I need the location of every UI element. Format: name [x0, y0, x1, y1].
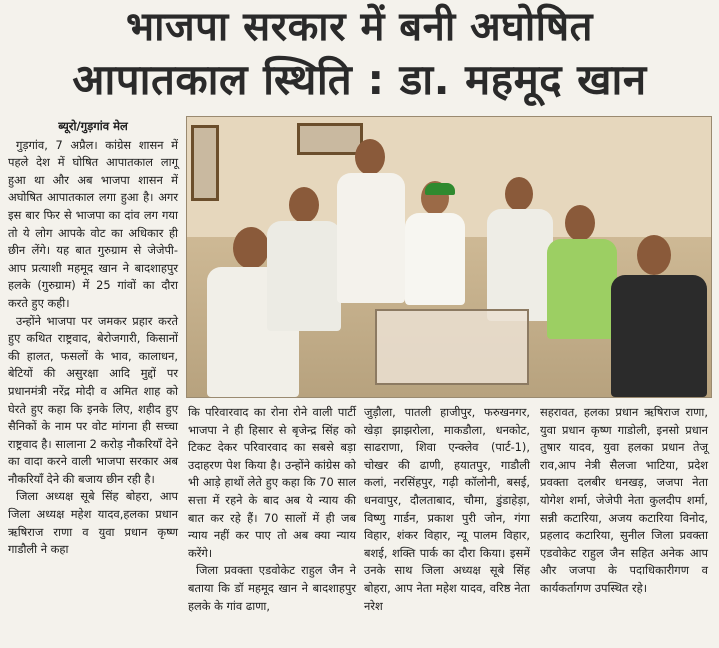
paragraph-attendees: सहरावत, हलका प्रधान ऋषिराज राणा, युवा प्रधान कृष्ण गाडोली, इनसो प्रधान तुषार यादव, युवा हलका प्रधान तेजू राव,आप नेत्री सैलजा भाटिया, प्रदेश प्रवक्ता दलबीर धनखड़, जजपा नेता योगेश शर्मा, जेजेपी नेता कुलदीप शर्मा, सन्नी कटारिया, अजय कटारिया विनोद, प्रहलाद कटारिया, सुनील जिला प्रवक्ता एडवोकेट राहुल जैन सहित अनेक आप और जजपा के पदाधिकारीगण व कार्यकर्तागण उपस्थित रहे। [540, 405, 708, 595]
paragraph-spokesperson: जिला प्रवक्ता एडवोकेट राहुल जैन ने बताया कि डॉ महमूद खान ने बादशाहपुर हलके के गांव ढाणा, [188, 563, 356, 613]
photo-frame-center [297, 123, 363, 155]
headline-line-1: भाजपा सरकार में बनी अघोषित [126, 4, 593, 50]
headline-line-2: आपातकाल स्थिति : डा. महमूद खान [72, 55, 647, 104]
article-column-2 [188, 404, 356, 615]
article-column-3 [364, 404, 530, 615]
photo-table [375, 309, 529, 385]
paragraph-officials: जिला अध्यक्ष सूबे सिंह बोहरा, आप जिला अध्यक्ष महेश यादव,हलका प्रधान ऋषिराज राणा व युवा प्रधान कृष्ण गाडौली ने कहा [8, 489, 178, 557]
news-photo [186, 116, 712, 398]
photo-frame-left [191, 125, 219, 201]
paragraph-villages: जुड़ौला, पातली हाजीपुर, फरुखनगर, खेड़ा झाझरोला, माकडौला, धनकोट, साढराणा, शिवा एन्क्लेव (पार्ट-1), चोखर की ढाणी, हयातपुर, गाडौली कलां, नरसिंहपुर, गढ़ी कॉलोनी, बसई, धनवापुर, दौलताबाद, चौमा, डुंडाहेड़ा, विष्णु गार्डन, प्रकाश पुरी जोन, गंगा विहार, शंकर विहार, न्यू पालम विहार, बशई, शक्ति पार्क का दौरा किया। इसमें उनके साथ जिला अध्यक्ष सूबे सिंह बोहरा, आप नेता महेश यादव, वरिष्ठ नेता नरेश [364, 405, 530, 613]
paragraph-parivarvad: कि परिवारवाद का रोना रोने वाली पार्टी भाजपा ने ही हिसार से बृजेन्द्र सिंह को टिकट देकर परिवारवाद का सबसे बड़ा उदाहरण पेश किया है। उन्होंने कांग्रेस को भी आड़े हाथों लेते हुए कहा कि 70 साल सत्ता में रहने के बाद अब ये न्याय की बात कर रहे हैं। 70 सालों में ही जब न्याय नहीं कर पाए तो अब क्या न्याय करेंगे। [188, 405, 356, 560]
article-column-1 [8, 118, 178, 559]
byline: ब्यूरो/गुड़गांव मेल [58, 119, 128, 133]
paragraph-attack: उन्होंने भाजपा पर जमकर प्रहार करते हुए कथित राष्ट्रवाद, बेरोजगारी, किसानों की हालत, फसलों के भाव, कालाधन, बेटियों की असुरक्षा आदि मुद्दों पर प्रधानमंत्री नरेंद्र मोदी व अमित शाह को घेरते हुए कहा कि इनके लिए, शहीद हुए सैनिकों के नाम पर वोट मांगना ही सच्चा राष्ट्रवाद है। सालाना 2 करोड़ नौकरियाँ देने का वादा करने वाली भाजपा सरकार अब नौकरियाँ देने की बजाय छीन रही है। [8, 313, 178, 486]
article-column-4 [540, 404, 708, 598]
paragraph-intro: गुड़गांव, 7 अप्रैल। कांग्रेस शासन में पहले देश में घोषित आपातकाल लागू हुआ था और अब भाजपा शासन में अघोषित आपातकाल लगा हुआ है। अगर इस बार फिर से भाजपा का दांव लग गया तो ये लोग आपके वोट का अधिकार ही छीन लेंगे। यह बात गुरुग्राम से जेजेपी-आप प्रत्याशी महमूद खान ने बादशाहपुर हलके (गुरुग्राम) में 25 गांवों का दौरा करते हुए कही। [8, 137, 178, 310]
